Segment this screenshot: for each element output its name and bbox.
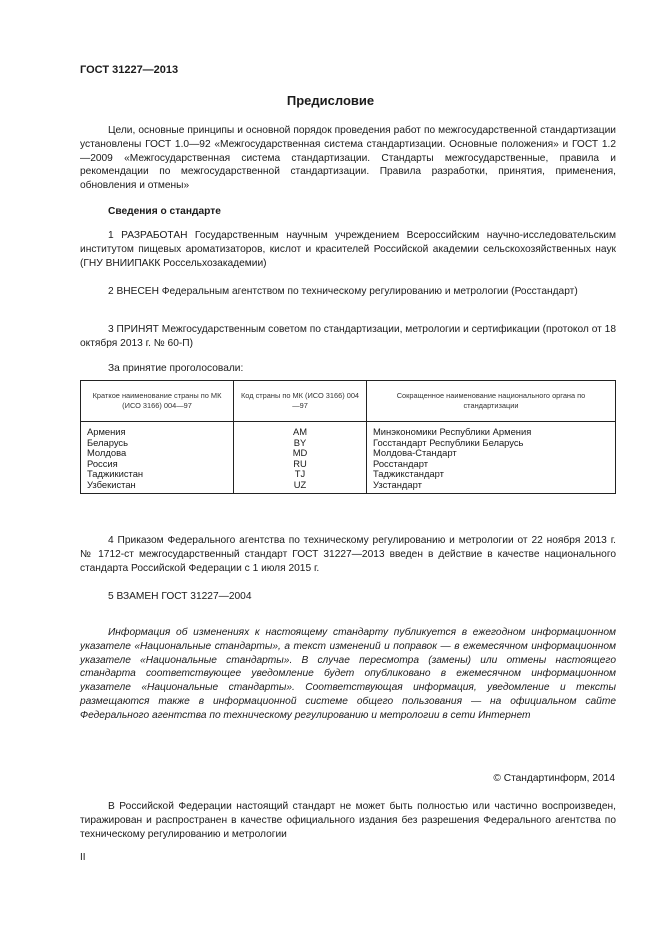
table-row [81,469,616,480]
document-id: ГОСТ 31227—2013 [80,64,179,76]
vote-intro: За принятие проголосовали: [108,363,244,374]
country-name: Таджикистан [81,469,234,480]
distribution-notice: В Российской Федерации настоящий стандарт не может быть полностью или частично воспроизведен, тиражирован и распространен в качестве официального издания без разрешения Федерального агентства по техническому регулированию и метрологии [80,801,616,840]
page-title: Предисловие [286,93,375,108]
table-row [81,448,616,459]
copyright: © Стандартинформ, 2014 [493,773,615,784]
standards-body: Таджикстандарт [367,469,616,480]
standards-body: Молдова-Стандарт [367,448,616,459]
item-replaces: 5 ВЗАМЕН ГОСТ 31227—2004 [108,591,252,602]
standards-body: Минэкономики Республики Армения [367,422,616,438]
table-row [81,422,616,438]
country-name: Молдова [81,448,234,459]
voting-table [80,380,616,494]
section-heading: Сведения о стандарте [108,206,221,217]
country-code: UZ [234,480,367,493]
table-row [81,438,616,449]
table-row [81,480,616,493]
table-header-code: Код страны по МК (ИСО 3166) 004—97 [234,381,367,422]
table-header-row [81,381,616,422]
standards-body: Росстандарт [367,459,616,470]
country-code: BY [234,438,367,449]
item-enacted: 4 Приказом Федерального агентства по техническому регулированию и метрологии от 22 ноября 2013 г. № 1712-ст межгосударственный стандарт ГОСТ 31227—2013 введен в действие в качестве национального стандарта Российской Федерации с 1 июля 2015 г. [80,535,616,574]
country-name: Узбекистан [81,480,234,493]
table-header-country: Краткое наименование страны по МК (ИСО 3166) 004—97 [81,381,234,422]
item-submitted: 2 ВНЕСЕН Федеральным агентством по техническому регулированию и метрологии (Росстандарт) [108,286,578,297]
country-code: RU [234,459,367,470]
standards-body: Госстандарт Республики Беларусь [367,438,616,449]
standards-body: Узстандарт [367,480,616,493]
country-code: MD [234,448,367,459]
country-name: Беларусь [81,438,234,449]
item-developed: 1 РАЗРАБОТАН Государственным научным учреждением Всероссийским научно-исследовательским институтом пищевых ароматизаторов, кислот и красителей Российской академии сельскохозяйственных наук (ГНУ ВНИИПАКК Россельхозакадемии) [80,230,616,269]
country-code: AM [234,422,367,438]
country-name: Армения [81,422,234,438]
page-number: II [80,852,86,863]
item-adopted: 3 ПРИНЯТ Межгосударственным советом по стандартизации, метрологии и сертификации (протокол от 18 октября 2013 г. № 60-П) [80,324,616,349]
info-notice: Информация об изменениях к настоящему стандарту публикуется в ежегодном информационном указателе «Национальные стандарты», а текст изменений и поправок — в ежемесячном информационном указателе «Национальные стандарты». В случае пересмотра (замены) или отмены настоящего стандарта соответствующее уведомление будет опубликовано в ежемесячном информационном указателе «Национальные стандарты». Соответствующая информация, уведомление и тексты размещаются также в информационной системе общего пользования — на официальном сайте Федерального агентства по техническому регулированию и метрологии в сети Интернет [80,627,616,721]
table-row [81,459,616,470]
intro-paragraph: Цели, основные принципы и основной порядок проведения работ по межгосударственной стандартизации установлены ГОСТ 1.0—92 «Межгосударственная система стандартизации. Основные положения» и ГОСТ 1.2—2009 «Межгосударственная система стандартизации. Стандарты межгосударственные, правила и рекомендации по межгосударственной стандартизации. Правила разработки, принятия, применения, обновления и отмены» [80,125,616,192]
country-code: TJ [234,469,367,480]
country-name: Россия [81,459,234,470]
table-header-body: Сокращенное наименование национального органа по стандартизации [367,381,616,422]
